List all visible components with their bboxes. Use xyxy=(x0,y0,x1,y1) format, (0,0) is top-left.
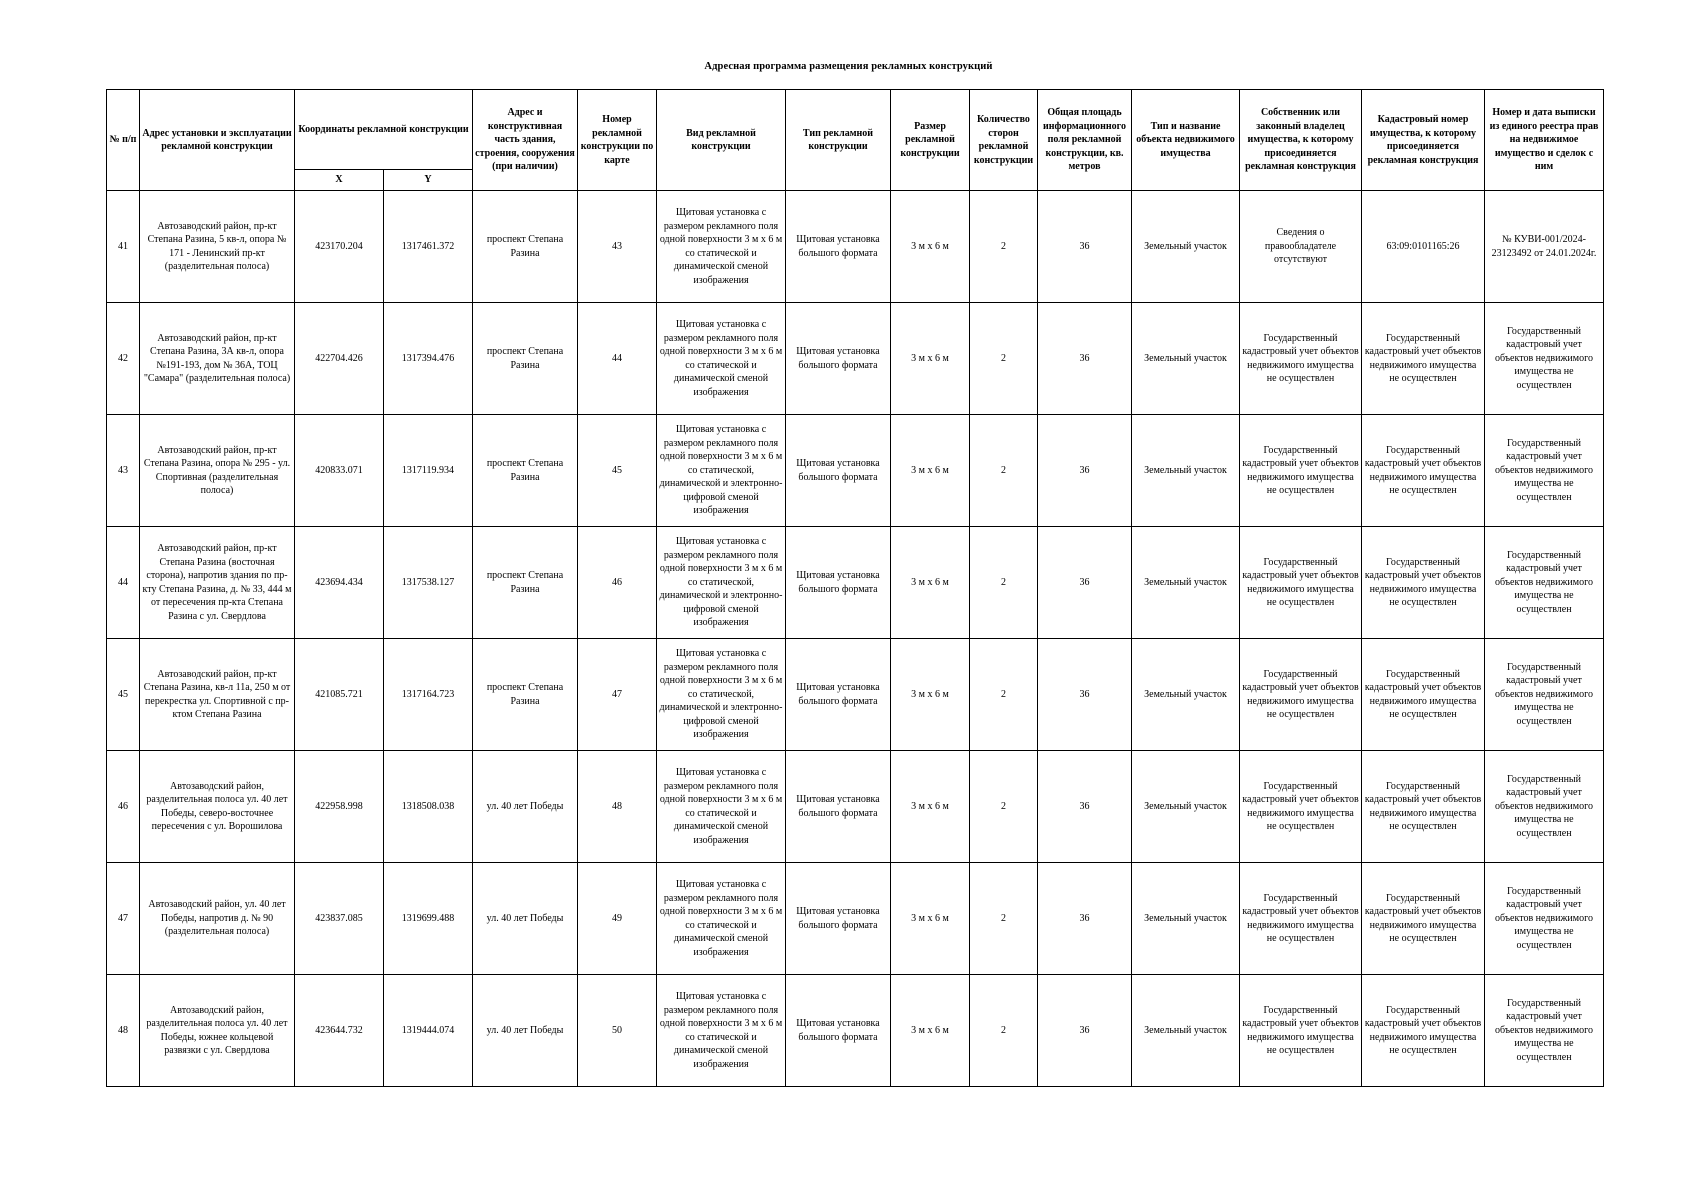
cell-object: Земельный участок xyxy=(1132,415,1240,527)
cell-map-number: 43 xyxy=(578,191,657,303)
cell-area: 36 xyxy=(1038,527,1132,639)
cell-num: 47 xyxy=(107,863,140,975)
cell-address: Автозаводский район, пр-кт Степана Разина, опора № 295 - ул. Спортивная (разделительная полоса) xyxy=(140,415,295,527)
cell-y: 1317119.934 xyxy=(384,415,473,527)
cell-size: 3 м х 6 м xyxy=(891,863,970,975)
cell-extract: Государственный кадастровый учет объектов недвижимого имущества не осуществлен xyxy=(1485,639,1604,751)
cell-map-number: 44 xyxy=(578,303,657,415)
cell-owner: Государственный кадастровый учет объектов недвижимого имущества не осуществлен xyxy=(1240,303,1362,415)
cell-object: Земельный участок xyxy=(1132,303,1240,415)
cell-area: 36 xyxy=(1038,751,1132,863)
cell-kind: Щитовая установка с размером рекламного поля одной поверхности 3 м х 6 м со статической и динамической сменой изображения xyxy=(657,863,786,975)
cell-map-number: 49 xyxy=(578,863,657,975)
cell-area: 36 xyxy=(1038,191,1132,303)
cell-object: Земельный участок xyxy=(1132,191,1240,303)
table-row xyxy=(107,975,1604,1087)
cell-num: 46 xyxy=(107,751,140,863)
cell-num: 48 xyxy=(107,975,140,1087)
cell-sides: 2 xyxy=(970,751,1038,863)
cell-type: Щитовая установка большого формата xyxy=(786,863,891,975)
cell-map-number: 47 xyxy=(578,639,657,751)
cell-num: 44 xyxy=(107,527,140,639)
cell-object: Земельный участок xyxy=(1132,751,1240,863)
cell-kind: Щитовая установка с размером рекламного поля одной поверхности 3 м х 6 м со статической и динамической сменой изображения xyxy=(657,191,786,303)
cell-address: Автозаводский район, разделительная полоса ул. 40 лет Победы, южнее кольцевой развязки с ул. Свердлова xyxy=(140,975,295,1087)
cell-kind: Щитовая установка с размером рекламного поля одной поверхности 3 м х 6 м со статической, динамической и электронно-цифровой сменой изображения xyxy=(657,527,786,639)
cell-type: Щитовая установка большого формата xyxy=(786,303,891,415)
header-num: № п/п xyxy=(107,90,140,191)
cell-building: проспект Степана Разина xyxy=(473,639,578,751)
cell-extract: № КУВИ-001/2024-23123492 от 24.01.2024г. xyxy=(1485,191,1604,303)
cell-type: Щитовая установка большого формата xyxy=(786,415,891,527)
cell-x: 423694.434 xyxy=(295,527,384,639)
cell-x: 423837.085 xyxy=(295,863,384,975)
cell-x: 421085.721 xyxy=(295,639,384,751)
cell-map-number: 50 xyxy=(578,975,657,1087)
cell-address: Автозаводский район, пр-кт Степана Разина, 5 кв-л, опора № 171 - Ленинский пр-кт (разделительная полоса) xyxy=(140,191,295,303)
header-type: Тип рекламной конструкции xyxy=(786,90,891,191)
table-row xyxy=(107,191,1604,303)
header-address: Адрес установки и эксплуатации рекламной конструкции xyxy=(140,90,295,191)
header-owner: Собственник или законный владелец имущества, к которому присоединяется рекламная конструкция xyxy=(1240,90,1362,191)
cell-area: 36 xyxy=(1038,639,1132,751)
cell-y: 1317394.476 xyxy=(384,303,473,415)
cell-y: 1317538.127 xyxy=(384,527,473,639)
cell-object: Земельный участок xyxy=(1132,863,1240,975)
cell-sides: 2 xyxy=(970,975,1038,1087)
cell-owner: Государственный кадастровый учет объектов недвижимого имущества не осуществлен xyxy=(1240,863,1362,975)
cell-y: 1317461.372 xyxy=(384,191,473,303)
cell-extract: Государственный кадастровый учет объектов недвижимого имущества не осуществлен xyxy=(1485,527,1604,639)
cell-building: проспект Степана Разина xyxy=(473,191,578,303)
cell-size: 3 м х 6 м xyxy=(891,751,970,863)
header-cadastral: Кадастровый номер имущества, к которому присоединяется рекламная конструкция xyxy=(1362,90,1485,191)
cell-sides: 2 xyxy=(970,415,1038,527)
cell-object: Земельный участок xyxy=(1132,527,1240,639)
cell-building: ул. 40 лет Победы xyxy=(473,751,578,863)
cell-type: Щитовая установка большого формата xyxy=(786,975,891,1087)
cell-x: 423170.204 xyxy=(295,191,384,303)
cell-num: 45 xyxy=(107,639,140,751)
cell-sides: 2 xyxy=(970,303,1038,415)
table-header xyxy=(107,90,1604,191)
cell-building: ул. 40 лет Победы xyxy=(473,975,578,1087)
cell-num: 42 xyxy=(107,303,140,415)
cell-num: 43 xyxy=(107,415,140,527)
cell-size: 3 м х 6 м xyxy=(891,975,970,1087)
cell-address: Автозаводский район, разделительная полоса ул. 40 лет Победы, северо-восточнее пересечения с ул. Ворошилова xyxy=(140,751,295,863)
cell-extract: Государственный кадастровый учет объектов недвижимого имущества не осуществлен xyxy=(1485,303,1604,415)
cell-building: проспект Степана Разина xyxy=(473,415,578,527)
cell-type: Щитовая установка большого формата xyxy=(786,191,891,303)
cell-sides: 2 xyxy=(970,863,1038,975)
cell-x: 422704.426 xyxy=(295,303,384,415)
cell-size: 3 м х 6 м xyxy=(891,639,970,751)
cell-address: Автозаводский район, пр-кт Степана Разина, кв-л 11а, 250 м от перекрестка ул. Спортивной с пр-ктом Степана Разина xyxy=(140,639,295,751)
cell-map-number: 45 xyxy=(578,415,657,527)
advertising-program-table xyxy=(106,89,1604,1087)
cell-kind: Щитовая установка с размером рекламного поля одной поверхности 3 м х 6 м со статической и динамической сменой изображения xyxy=(657,751,786,863)
cell-kind: Щитовая установка с размером рекламного поля одной поверхности 3 м х 6 м со статической и динамической сменой изображения xyxy=(657,303,786,415)
cell-building: проспект Степана Разина xyxy=(473,527,578,639)
cell-cadastral: Государственный кадастровый учет объектов недвижимого имущества не осуществлен xyxy=(1362,975,1485,1087)
cell-owner: Государственный кадастровый учет объектов недвижимого имущества не осуществлен xyxy=(1240,751,1362,863)
cell-address: Автозаводский район, пр-кт Степана Разина (восточная сторона), напротив здания по пр-кту Степана Разина, д. № 33, 444 м от пересечения пр-кта Степана Разина с ул. Свердлова xyxy=(140,527,295,639)
cell-building: проспект Степана Разина xyxy=(473,303,578,415)
table-row xyxy=(107,751,1604,863)
cell-object: Земельный участок xyxy=(1132,975,1240,1087)
cell-size: 3 м х 6 м xyxy=(891,191,970,303)
header-size: Размер рекламной конструкции xyxy=(891,90,970,191)
cell-size: 3 м х 6 м xyxy=(891,303,970,415)
cell-y: 1319444.074 xyxy=(384,975,473,1087)
cell-x: 423644.732 xyxy=(295,975,384,1087)
cell-building: ул. 40 лет Победы xyxy=(473,863,578,975)
cell-cadastral: Государственный кадастровый учет объектов недвижимого имущества не осуществлен xyxy=(1362,751,1485,863)
cell-num: 41 xyxy=(107,191,140,303)
cell-map-number: 48 xyxy=(578,751,657,863)
cell-address: Автозаводский район, пр-кт Степана Разина, 3А кв-л, опора №191-193, дом № 36А, ТОЦ "Самара" (разделительная полоса) xyxy=(140,303,295,415)
cell-sides: 2 xyxy=(970,191,1038,303)
cell-cadastral: Государственный кадастровый учет объектов недвижимого имущества не осуществлен xyxy=(1362,527,1485,639)
cell-y: 1317164.723 xyxy=(384,639,473,751)
cell-kind: Щитовая установка с размером рекламного поля одной поверхности 3 м х 6 м со статической, динамической и электронно-цифровой сменой изображения xyxy=(657,415,786,527)
cell-extract: Государственный кадастровый учет объектов недвижимого имущества не осуществлен xyxy=(1485,975,1604,1087)
cell-extract: Государственный кадастровый учет объектов недвижимого имущества не осуществлен xyxy=(1485,415,1604,527)
cell-owner: Сведения о правообладателе отсутствуют xyxy=(1240,191,1362,303)
cell-area: 36 xyxy=(1038,415,1132,527)
cell-object: Земельный участок xyxy=(1132,639,1240,751)
header-area: Общая площадь информационного поля рекламной конструкции, кв. метров xyxy=(1038,90,1132,191)
cell-owner: Государственный кадастровый учет объектов недвижимого имущества не осуществлен xyxy=(1240,975,1362,1087)
cell-type: Щитовая установка большого формата xyxy=(786,751,891,863)
cell-address: Автозаводский район, ул. 40 лет Победы, напротив д. № 90 (разделительная полоса) xyxy=(140,863,295,975)
cell-area: 36 xyxy=(1038,863,1132,975)
table-row xyxy=(107,527,1604,639)
cell-owner: Государственный кадастровый учет объектов недвижимого имущества не осуществлен xyxy=(1240,639,1362,751)
cell-type: Щитовая установка большого формата xyxy=(786,527,891,639)
cell-area: 36 xyxy=(1038,975,1132,1087)
cell-size: 3 м х 6 м xyxy=(891,527,970,639)
cell-y: 1319699.488 xyxy=(384,863,473,975)
header-kind: Вид рекламной конструкции xyxy=(657,90,786,191)
cell-area: 36 xyxy=(1038,303,1132,415)
cell-cadastral: Государственный кадастровый учет объектов недвижимого имущества не осуществлен xyxy=(1362,303,1485,415)
cell-owner: Государственный кадастровый учет объектов недвижимого имущества не осуществлен xyxy=(1240,527,1362,639)
header-x: X xyxy=(295,170,384,191)
cell-extract: Государственный кадастровый учет объектов недвижимого имущества не осуществлен xyxy=(1485,863,1604,975)
cell-type: Щитовая установка большого формата xyxy=(786,639,891,751)
header-building: Адрес и конструктивная часть здания, строения, сооружения (при наличии) xyxy=(473,90,578,191)
table-row xyxy=(107,415,1604,527)
header-coordinates: Координаты рекламной конструкции xyxy=(295,90,473,170)
cell-size: 3 м х 6 м xyxy=(891,415,970,527)
cell-map-number: 46 xyxy=(578,527,657,639)
cell-cadastral: Государственный кадастровый учет объектов недвижимого имущества не осуществлен xyxy=(1362,415,1485,527)
cell-extract: Государственный кадастровый учет объектов недвижимого имущества не осуществлен xyxy=(1485,751,1604,863)
table-body xyxy=(107,191,1604,1087)
cell-cadastral: Государственный кадастровый учет объектов недвижимого имущества не осуществлен xyxy=(1362,639,1485,751)
cell-y: 1318508.038 xyxy=(384,751,473,863)
cell-x: 422958.998 xyxy=(295,751,384,863)
cell-kind: Щитовая установка с размером рекламного поля одной поверхности 3 м х 6 м со статической и динамической сменой изображения xyxy=(657,975,786,1087)
header-y: Y xyxy=(384,170,473,191)
table-row xyxy=(107,303,1604,415)
header-extract: Номер и дата выписки из единого реестра прав на недвижимое имущество и сделок с ним xyxy=(1485,90,1604,191)
header-map-number: Номер рекламной конструкции по карте xyxy=(578,90,657,191)
header-object: Тип и название объекта недвижимого имущества xyxy=(1132,90,1240,191)
cell-sides: 2 xyxy=(970,639,1038,751)
table-row xyxy=(107,639,1604,751)
cell-owner: Государственный кадастровый учет объектов недвижимого имущества не осуществлен xyxy=(1240,415,1362,527)
cell-sides: 2 xyxy=(970,527,1038,639)
cell-kind: Щитовая установка с размером рекламного поля одной поверхности 3 м х 6 м со статической, динамической и электронно-цифровой сменой изображения xyxy=(657,639,786,751)
document-title: Адресная программа размещения рекламных конструкций xyxy=(704,61,993,72)
cell-cadastral: 63:09:0101165:26 xyxy=(1362,191,1485,303)
table-row xyxy=(107,863,1604,975)
cell-x: 420833.071 xyxy=(295,415,384,527)
header-sides: Количество сторон рекламной конструкции xyxy=(970,90,1038,191)
cell-cadastral: Государственный кадастровый учет объектов недвижимого имущества не осуществлен xyxy=(1362,863,1485,975)
